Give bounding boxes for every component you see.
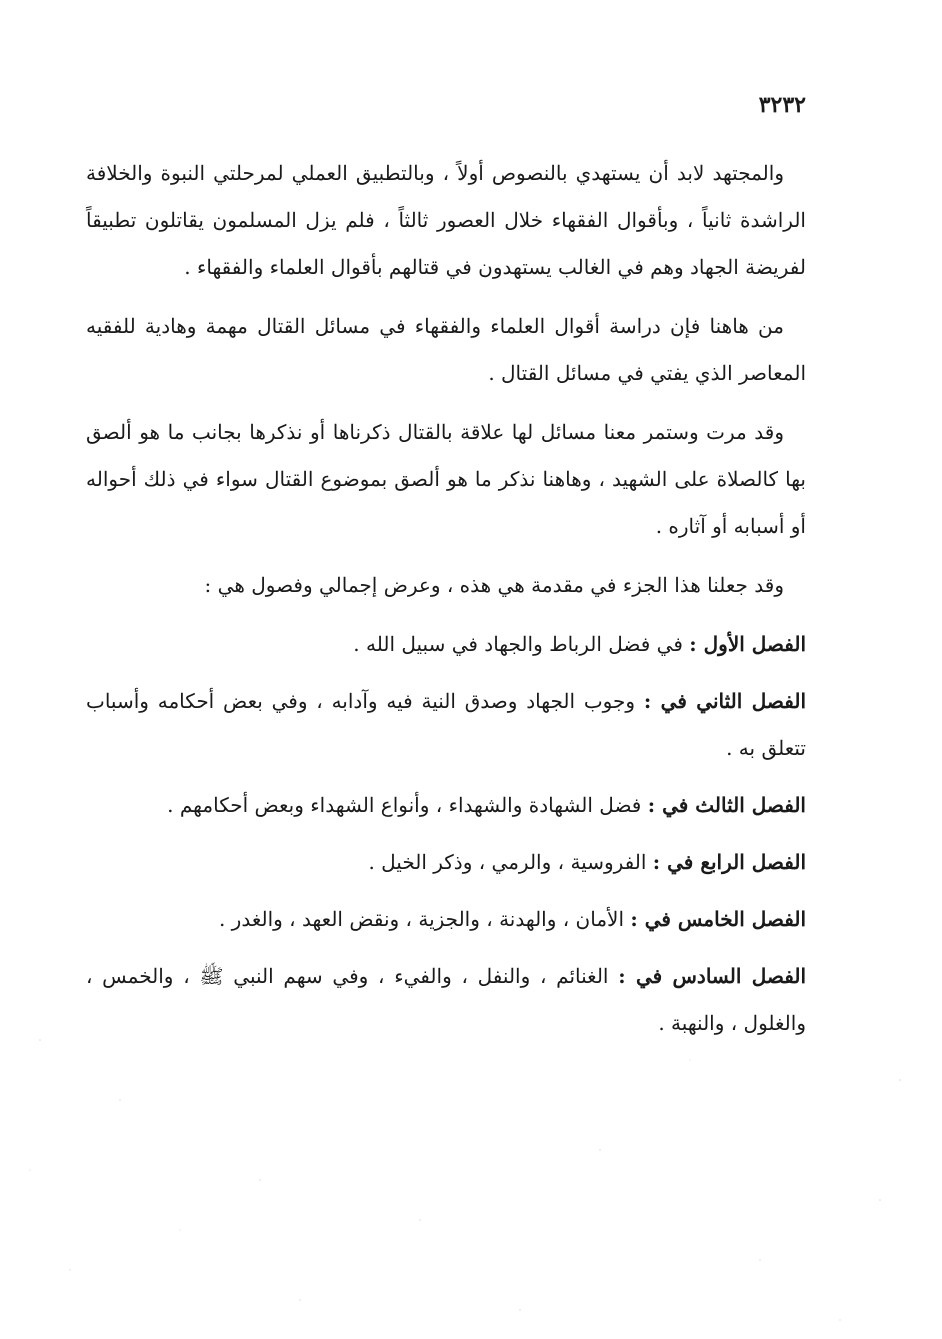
chapter-6 — [86, 953, 806, 1047]
chapter-3 — [86, 782, 806, 829]
chapter-label: الفصل الثالث في : — [647, 793, 806, 817]
chapter-text: الغنائم ، والنفل ، والفيء ، وفي سهم النبي ﷺ ، والخمس ، والغلول ، والنهبة . — [86, 964, 806, 1035]
paragraph-4: وقد جعلنا هذا الجزء في مقدمة هي هذه ، وعرض إجمالي وفصول هي : — [204, 573, 784, 597]
paragraph-1: والمجتهد لابد أن يستهدي بالنصوص أولاً ، وبالتطبيق العملي لمرحلتي النبوة والخلافة الراشدة ثانياً ، وبأقوال الفقهاء خلال العصور ثالثاً ، فلم يزل المسلمون يقاتلون تطبيقاً لفريضة الجهاد وهم في الغالب يستهدون في قتالهم بأقوال العلماء والفقهاء . — [86, 161, 806, 279]
chapter-label: الفصل الأول : — [689, 632, 806, 656]
paragraph-2: من هاهنا فإن دراسة أقوال العلماء والفقهاء في مسائل القتال مهمة وهادية للفقيه المعاصر الذي يفتي في مسائل القتال . — [86, 314, 806, 385]
paragraph-3: وقد مرت وستمر معنا مسائل لها علاقة بالقتال ذكرناها أو نذكرها بجانب ما هو ألصق بها كالصلاة على الشهيد ، وهاهنا نذكر ما هو ألصق بموضوع القتال سواء في ذلك أحواله أو أسبابه أو آثاره . — [86, 420, 806, 538]
chapter-label: الفصل الخامس في : — [630, 907, 806, 931]
chapter-label: الفصل الثاني في : — [643, 689, 807, 713]
chapter-4 — [86, 839, 806, 886]
chapter-2 — [86, 678, 806, 772]
chapter-1 — [86, 621, 806, 668]
chapter-5 — [86, 896, 806, 943]
page-number: ٣٢٣٢ — [758, 92, 806, 118]
chapter-text: فضل الشهادة والشهداء ، وأنواع الشهداء وبعض أحكامهم . — [167, 793, 642, 817]
chapter-label: الفصل السادس في : — [618, 964, 807, 988]
chapter-label: الفصل الرابع في : — [652, 850, 806, 874]
chapter-text: وجوب الجهاد وصدق النية فيه وآدابه ، وفي بعض أحكامه وأسباب تتعلق به . — [86, 689, 806, 760]
chapter-text: الفروسية ، والرمي ، وذكر الخيل . — [368, 850, 647, 874]
chapter-text: الأمان ، والهدنة ، والجزية ، ونقض العهد ، والغدر . — [218, 907, 625, 931]
page-body — [86, 150, 806, 1057]
chapter-text: في فضل الرباط والجهاد في سبيل الله . — [353, 632, 683, 656]
